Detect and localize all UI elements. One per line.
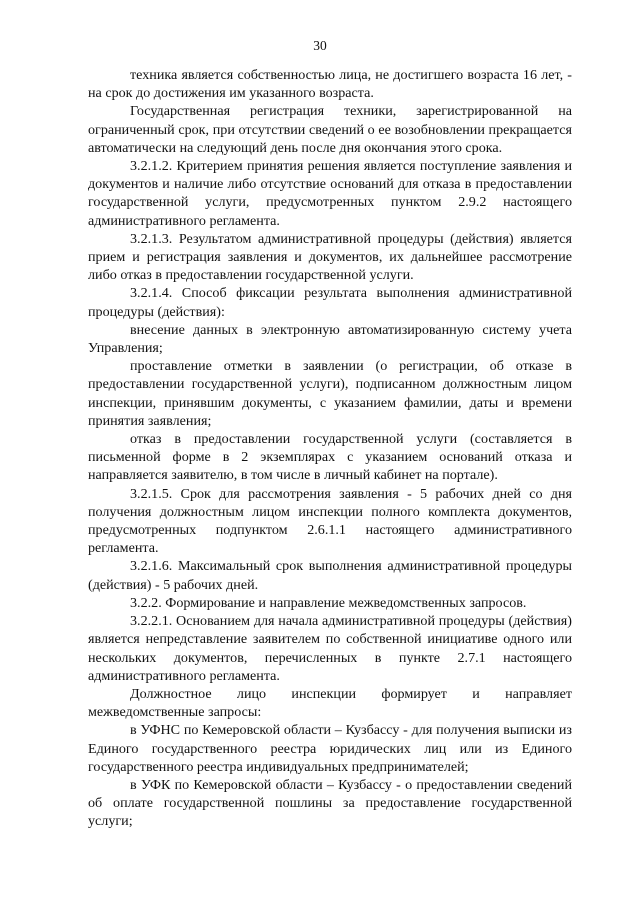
paragraph: 3.2.1.2. Критерием принятия решения является поступление заявления и документов и наличие либо отсутствие оснований для отказа в предоставлении государственной услуги, предусмотренных пунктом 2.9.2 настоящего административного регламента. bbox=[88, 158, 572, 229]
paragraph: 3.2.2. Формирование и направление межведомственных запросов. bbox=[130, 594, 527, 611]
paragraph: техника является собственностью лица, не достигшего возраста 16 лет, - на срок до достижения им указанного возраста. bbox=[88, 67, 572, 102]
paragraph: Должностное лицо инспекции формирует и направляет межведомственные запросы: bbox=[88, 685, 572, 721]
paragraph: 3.2.1.5. Срок для рассмотрения заявления - 5 рабочих дней со дня получения должностным лицом инспекции полного комплекта документов, предусмотренных подпунктом 2.6.1.1 настоящего административного регламента. bbox=[88, 485, 572, 557]
document-body bbox=[88, 66, 572, 831]
paragraph: в УФНС по Кемеровской области – Кузбассу - для получения выписки из Единого государственного реестра юридических лиц или из Единого государственного реестра индивидуальных предпринимателей; bbox=[88, 722, 572, 775]
paragraph: проставление отметки в заявлении (о регистрации, об отказе в предоставлении государственной услуги), подписанном должностным лицом инспекции, принявшим документы, с указанием фамилии, даты и времени принятия заявления; bbox=[88, 358, 572, 429]
page-number: 30 bbox=[313, 38, 327, 53]
paragraph: 3.2.1.6. Максимальный срок выполнения административной процедуры (действия) - 5 рабочих дней. bbox=[88, 558, 572, 593]
paragraph: внесение данных в электронную автоматизированную систему учета Управления; bbox=[88, 321, 572, 357]
paragraph: в УФК по Кемеровской области – Кузбассу - о предоставлении сведений об оплате государственной пошлины за предоставление государственной услуги; bbox=[88, 776, 572, 830]
paragraph: 3.2.1.4. Способ фиксации результата выполнения административной процедуры (действия): bbox=[88, 285, 572, 320]
paragraph: 3.2.1.3. Результатом административной процедуры (действия) является прием и регистрация заявления и документов, их дальнейшее рассмотрение либо отказ в предоставлении государственной услуги. bbox=[88, 230, 572, 284]
paragraph: 3.2.2.1. Основанием для начала административной процедуры (действия) является непредставление заявителем по собственной инициативе одного или нескольких документов, перечисленных в пункте 2.7.1 настоящего административного регламента. bbox=[88, 613, 572, 684]
paragraph: Государственная регистрация техники, зарегистрированной на ограниченный срок, при отсутствии сведений о ее возобновлении прекращается автоматически на следующий день после дня окончания этого срока. bbox=[88, 103, 572, 156]
paragraph: отказ в предоставлении государственной услуги (составляется в письменной форме в 2 экземплярах с указанием оснований отказа и направляется заявителю, в том числе в личный кабинет на портале). bbox=[88, 431, 572, 484]
